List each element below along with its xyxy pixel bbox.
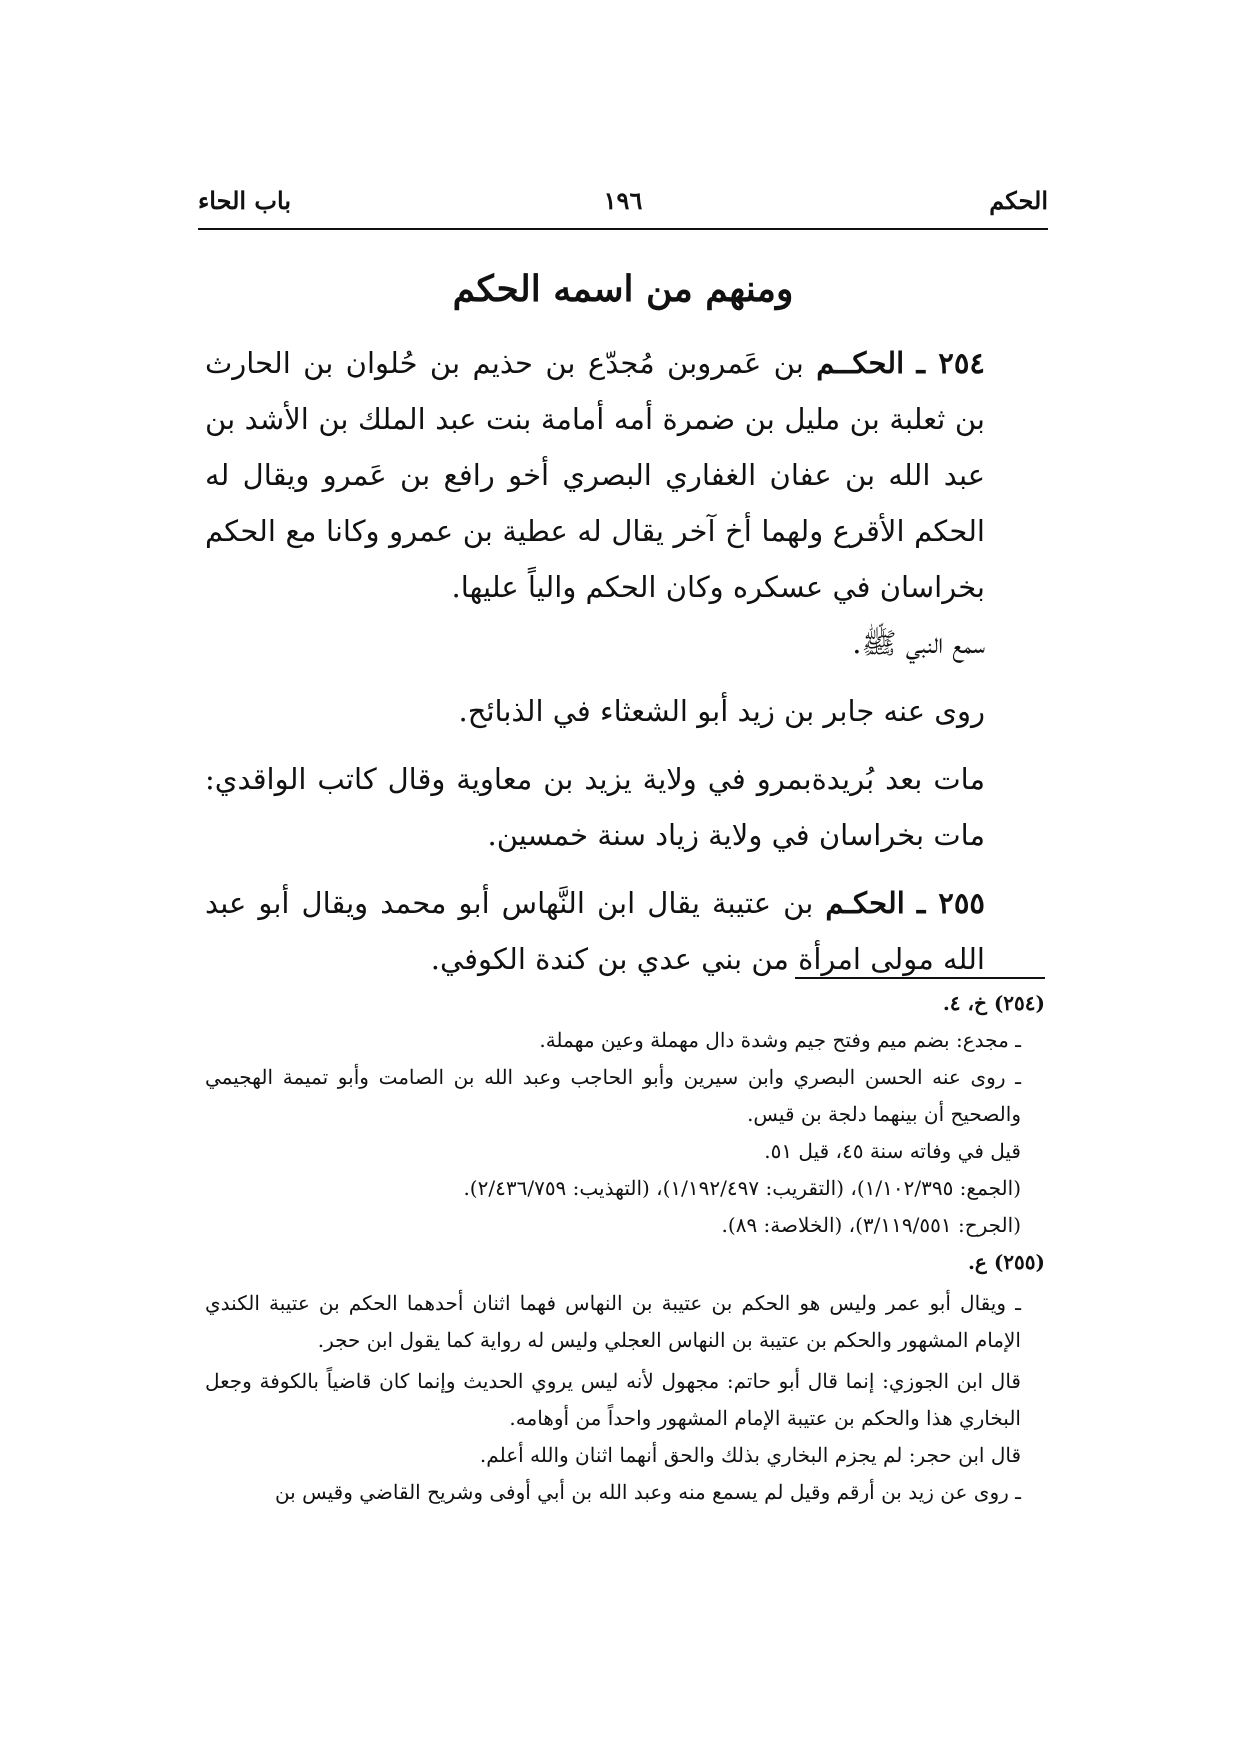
running-header (198, 186, 1048, 226)
footnote-255-hajar: قال ابن حجر: لم يجزم البخاري بذلك والحق أنهما اثنان والله أعلم. (479, 1443, 1021, 1467)
section-title: ومنهم من اسمه الحكم (452, 268, 794, 310)
footnote-255-abu-umar: ـ ويقال أبو عمر وليس هو الحكم بن عتيبة بن النهاس فهما اثنان أحدهما الحكم بن عتيبة الكندي الإمام المشهور والحكم بن عتيبة بن النهاس العجلي وليس له رواية كما يقول ابن حجر. (205, 1291, 1021, 1352)
footnote-254-ref: (٢٥٤) خ، ٤. (942, 991, 1045, 1015)
header-rule (198, 228, 1048, 230)
footnote-254-sources-1: (الجمع: ١/١٠٢/٣٩٥)، (التقريب: ١/١٩٢/٤٩٧)، (التهذيب: ٢/٤٣٦/٧٥٩). (463, 1176, 1021, 1200)
entry-254-heard: سمع النبي ﷺ. (852, 626, 985, 660)
footnote-254-mujadda: ـ مجدع: بضم ميم وفتح جيم وشدة دال مهملة وعين مهملة. (539, 1028, 1021, 1052)
footnote-separator (795, 977, 1045, 979)
main-text (205, 335, 1045, 987)
entry-255-number: ٢٥٥ ـ (916, 886, 985, 920)
entry-255-text: بن عتيبة يقال ابن النَّهاس أبو محمد ويقال أبو عبد الله مولى امرأة من بني عدي بن كندة الكوفي. (205, 886, 985, 976)
footnotes (205, 985, 1045, 1511)
entry-254-name: الحكــم (816, 346, 905, 380)
page-number: ١٩٦ (603, 186, 643, 215)
footnote-254-death: قيل في وفاته سنة ٤٥، قيل ٥١. (764, 1139, 1021, 1163)
footnote-254-rawa: ـ روى عنه الحسن البصري وابن سيرين وأبو الحاجب وعبد الله بن الصامت وأبو تميمة الهجيمي والصحيح أن بينهما دلجة بن قيس. (205, 1065, 1021, 1126)
header-section-name: باب الحاء (198, 186, 292, 215)
entry-254-narrated: روى عنه جابر بن زيد أبو الشعثاء في الذبائح. (458, 694, 985, 728)
entry-255-paragraph (205, 875, 1045, 987)
footnote-254-sources-2: (الجرح: ٣/١١٩/٥٥١)، (الخلاصة: ٨٩). (721, 1213, 1021, 1237)
footnote-255-jawzi: قال ابن الجوزي: إنما قال أبو حاتم: مجهول لأنه ليس يروي الحديث وإنما كان قاضياً بالكوفة وجعل البخاري هذا والحكم بن عتيبة الإمام المشهور واحداً من أوهامه. (205, 1369, 1021, 1430)
entry-254-number: ٢٥٤ ـ (916, 346, 986, 380)
footnote-255-ref: (٢٥٥) ع. (967, 1250, 1045, 1274)
header-chapter-name: الحكم (989, 186, 1048, 215)
footnote-255-rawa: ـ روى عن زيد بن أرقم وقيل لم يسمع منه وعبد الله بن أبي أوفى وشريح القاضي وقيس بن (274, 1480, 1021, 1504)
entry-254-text: بن عَمروبن مُجدّع بن حذيم بن حُلوان بن الحارث بن ثعلبة بن مليل بن ضمرة أمه أمامة بنت عبد الملك بن الأشد بن عبد الله بن عفان الغفاري البصري أخو رافع بن عَمرو ويقال له الحكم الأقرع ولهما أخ آخر يقال له عطية بن عمرو وكانا مع الحكم بخراسان في عسكره وكان الحكم والياً عليها. (205, 346, 985, 604)
entry-254-died: مات بعد بُريدةبمرو في ولاية يزيد بن معاوية وقال كاتب الواقدي: مات بخراسان في ولاية زياد سنة خمسين. (205, 762, 985, 852)
entry-255-name: الحكـم (825, 886, 905, 920)
entry-254-paragraph (205, 335, 1045, 615)
